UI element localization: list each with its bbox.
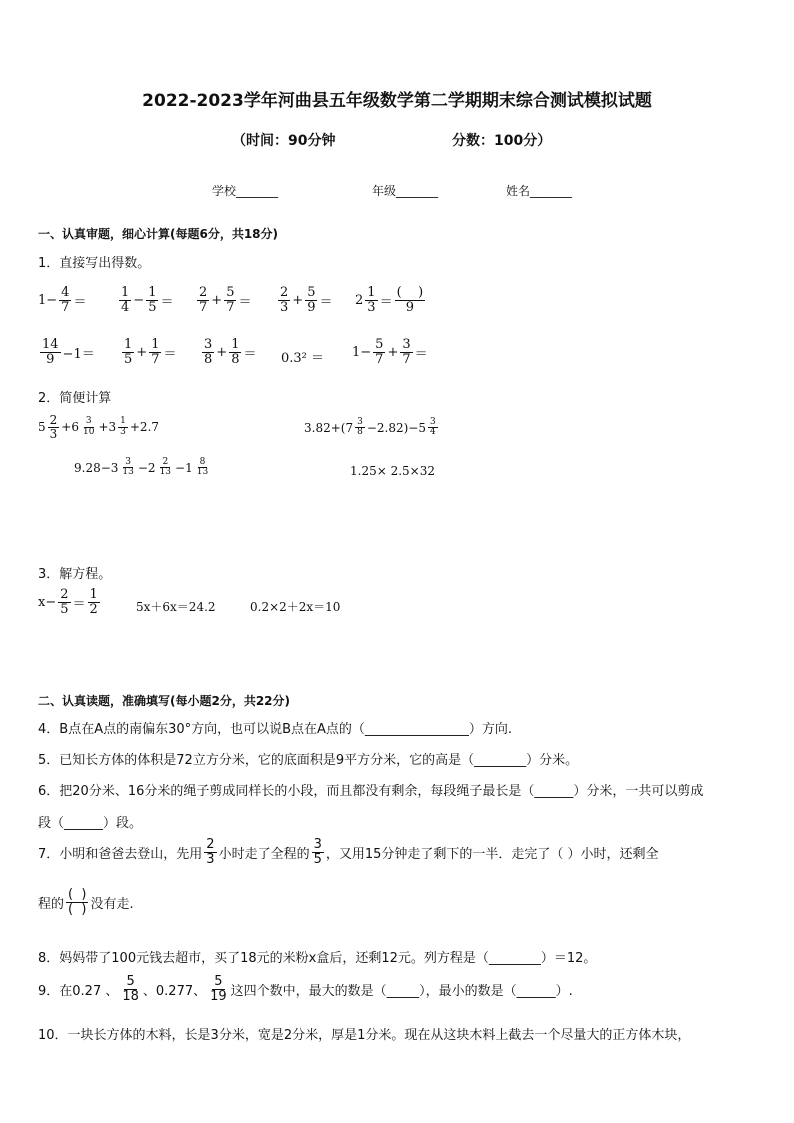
q9-part: 9．在0.27 、	[38, 983, 119, 999]
name-field: 姓名_______	[506, 184, 573, 198]
calc-item: 2 $\frac{1}{3}$ ＝ $\frac{( )}{9}$	[355, 285, 424, 315]
question-7-cont: 程的 $\frac{( )}{( )}$ 没有走.	[38, 887, 134, 917]
q7-part: 小时走了全程的	[218, 846, 310, 862]
equation-item: 0.2×2＋2x＝10	[250, 600, 341, 614]
question-1: 1．直接写出得数。	[38, 256, 151, 271]
q9-part: 、0.277、	[142, 983, 207, 999]
calc-item: $\frac{3}{8}$ + $\frac{1}{8}$ ＝	[204, 337, 257, 367]
calc-item: 3.82+(7 $\frac{3}{8}$ −2.82)−5 $\frac{3}{4}$	[304, 417, 436, 438]
exam-score: 分数：100分）	[452, 133, 552, 149]
section1-heading: 一、认真审题，细心计算(每题6分，共18分)	[38, 227, 279, 241]
grade-field: 年级_______	[372, 184, 439, 198]
page-title: 2022-2023学年河曲县五年级数学第二学期期末综合测试模拟试题	[142, 91, 652, 111]
question-10: 10．一块长方体的木料，长是3分米，宽是2分米，厚是1分米。现在从这块木料上截去一个尽量大的正方体木块，	[38, 1028, 691, 1043]
calc-item: 1.25× 2.5×32	[350, 464, 435, 478]
calc-item: 1− $\frac{5}{7}$ + $\frac{3}{7}$ ＝	[352, 337, 428, 367]
question-3: 3．解方程。	[38, 567, 112, 582]
calc-item: 9.28−3 $\frac{3}{13}$ −2 $\frac{2}{13}$ −1 $\frac{8}{13}$	[74, 457, 209, 478]
equation-item: 5x＋6x＝24.2	[136, 600, 216, 614]
q7-part: 没有走.	[90, 896, 134, 912]
question-6: 6．把20分米、16分米的绳子剪成同样长的小段，而且都没有剩余，每段绳子最长是（______）分米，一共可以剪成	[38, 784, 704, 799]
equation-item: x− $\frac{2}{5}$ ＝ $\frac{1}{2}$	[38, 587, 98, 617]
section2-heading: 二、认真读题，准确填写(每小题2分，共22分)	[38, 694, 291, 708]
calc-item: $\frac{1}{5}$ + $\frac{1}{7}$ ＝	[124, 337, 177, 367]
question-2: 2．简便计算	[38, 391, 112, 406]
calc-item: 5 $\frac{2}{3}$ +6 $\frac{3}{10}$ +3 $\frac{1}{3}$ +2.7	[38, 413, 160, 441]
calc-item: 1− $\frac{4}{7}$ ＝	[38, 285, 87, 315]
school-field: 学校_______	[212, 184, 279, 198]
exam-time: （时间：90分钟	[232, 133, 336, 149]
q9-part: 这四个数中，最大的数是（_____），最小的数是（______）.	[230, 983, 573, 999]
question-8: 8．妈妈带了100元钱去超市，买了18元的米粉x盒后，还剩12元。列方程是（________）＝12。	[38, 951, 597, 966]
q7-part: ，又用15分钟走了剩下的一半．走完了（ ）小时，还剩全	[325, 846, 659, 862]
calc-item: 0.3² ＝	[281, 351, 325, 366]
calc-item: $\frac{1}{4}$ − $\frac{1}{5}$ ＝	[121, 285, 174, 315]
calc-item: $\frac{2}{3}$ + $\frac{5}{9}$ ＝	[280, 285, 333, 315]
question-6-cont: 段（______）段。	[38, 816, 143, 831]
question-4: 4．B点在A点的南偏东30°方向，也可以说B点在A点的（________________）方向.	[38, 722, 513, 737]
question-9: 9．在0.27 、 $\frac{5}{18}$ 、0.277、 $\frac{5}{19}$ 这四个数中，最大的数是（_____），最小的数是（______）.	[38, 974, 573, 1004]
question-7: 7．小明和爸爸去登山，先用 $\frac{2}{3}$ 小时走了全程的 $\frac{3}{5}$ ，又用15分钟走了剩下的一半．走完了（ ）小时，还剩全	[38, 837, 659, 867]
q7-part: 程的	[38, 896, 65, 912]
calc-item: $\frac{14}{9}$ −1＝	[42, 337, 95, 367]
question-5: 5．已知长方体的体积是72立方分米，它的底面积是9平方分米，它的高是（________）分米。	[38, 753, 579, 768]
q7-part: 7．小明和爸爸去登山，先用	[38, 846, 203, 862]
calc-item: $\frac{2}{7}$ + $\frac{5}{7}$ ＝	[199, 285, 252, 315]
